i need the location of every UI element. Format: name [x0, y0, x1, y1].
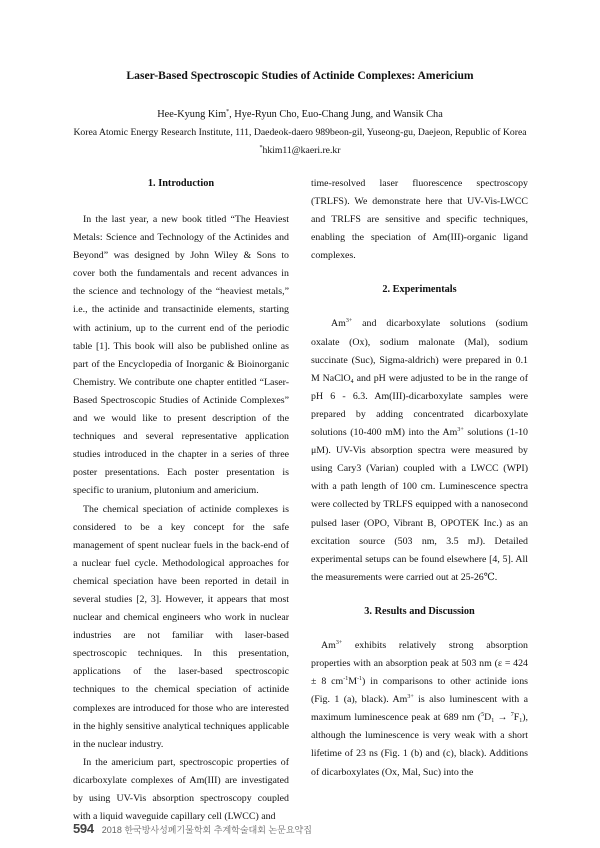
page-number: 594 [73, 821, 94, 836]
paper-title: Laser-Based Spectroscopic Studies of Actinide Complexes: Americium [126, 69, 474, 82]
experimentals-paragraph: $Am^{3+}$ and dicarboxylate solutions (sodium oxalate (Ox), sodium malonate (Mal), sodium succinate (Suc), Sigma-aldrich) were prepared in 0.1 M NaClO$_4$ and pH were adjusted to be in the range of pH 6 - 6.3. Am(III)-dicarboxylate samples were prepared by adding concentrated dicarboxylate solutions (10-400 mM) into the $Am^{3+}$ solutions (1-10 μM). UV-Vis absorption spectra were measured by using Cary3 (Varian) coupled with a LWCC (WPI) with a path length of 100 cm. Luminescence spectra were collected by TRLFS equipped with a nanosecond pulsed laser (OPO, Vibrant B, OPOTEK Inc.) as an excitation source (503 nm, 3.5 mJ). Detailed experimental setups can be found elsewhere [4, 5]. All the measurements were carried out at 25-26℃. [311, 318, 529, 583]
affiliation: Korea Atomic Energy Research Institute, 111, Daedeok-daero 989beon-gil, Yuseong-gu, Daejeon, Republic of Korea [73, 127, 527, 138]
contact-email [40, 144, 560, 157]
corresponding-mark: * [226, 109, 230, 115]
intro-paragraph-3: In the americium part, spectroscopic properties of dicarboxylate complexes of Am(III) are investigated by using UV-Vis absorption spectroscopy coupled with a liquid waveguide capillary cell (LWCC) and [73, 756, 289, 823]
right-column [311, 175, 528, 782]
intro-heading: 1. Introduction [147, 178, 215, 189]
page-footer [73, 821, 312, 837]
experimentals-heading: 2. Experimentals [382, 284, 457, 296]
email-address: hkim11@kaeri.re.kr [262, 145, 341, 156]
email-mark: * [259, 145, 263, 151]
author-first: Hee-Kyung Kim [157, 109, 227, 120]
results-heading: 3. Results and Discussion [364, 605, 475, 617]
intro-paragraph-1: In the last year, a new book titled “The Heaviest Metals: Science and Technology of the Actinides and Beyond” was designed by John Wiley & Sons to cover both the fundamentals and recent advances in the science and technology of the “heaviest metals,” i.e., the actinide and transactinide elements, starting with actinium, up to the current end of the periodic table [1]. This book will also be published online as part of the Encyclopedia of Inorganic & Bioinorganic Chemistry. We contribute one chapter entitled “Laser-Based Spectroscopic Studies of Actinide Complexes” and we would like to present description of the techniques and several representative application studies introduced in the chapter in a series of three poster presentations. Each poster presentation is specific to uranium, plutonium and americium. [73, 214, 289, 497]
author-list [40, 108, 560, 121]
results-paragraph: $Am^{3+}$ exhibits relatively strong absorption properties with an absorption peak at 503 nm (ε = 424 ± 8 $cm^{-1}M^{-1}$) in comparisons to other actinide ions (Fig. 1 (a), black). $Am^{3+}$ is also luminescent with a maximum luminescence peak at 689 nm $(^5D_1 \to ^7F_1)$, although the luminescence is very weak with a short lifetime of 23 ns (Fig. 1 (b) and (c), black). Additions of dicarboxylates (Ox, Mal, Suc) into the [311, 639, 529, 778]
proceedings-name: 2018 한국방사성폐기물학회 추계학술대회 논문요약집 [101, 825, 312, 835]
intro-paragraph-3-continued: time-resolved laser fluorescence spectroscopy (TRLFS). We demonstrate here that UV-Vis-LWCC and TRLFS are sensitive and specific techniques, enabling the speciation of Am(III)-organic ligand complexes. [311, 178, 528, 262]
author-others: , Hye-Ryun Cho, Euo-Chang Jung, and Wansik Cha [229, 109, 443, 120]
intro-paragraph-2: The chemical speciation of actinide complexes is considered to be a key concept for the safe management of spent nuclear fuels in the back-end of a nuclear fuel cycle. Methodological approaches for chemical speciation have been reported in detail in several studies [2, 3]. However, it appears that most nuclear and chemical engineers who work in nuclear industries are not familiar with laser-based spectroscopic techniques. In this presentation, applications of the laser-based spectroscopic techniques to the chemical speciation of actinide complexes are introduced for those who are interested in the highly sensitive analytical techniques applicable in the nuclear industry. [73, 503, 289, 750]
left-column [73, 175, 289, 826]
